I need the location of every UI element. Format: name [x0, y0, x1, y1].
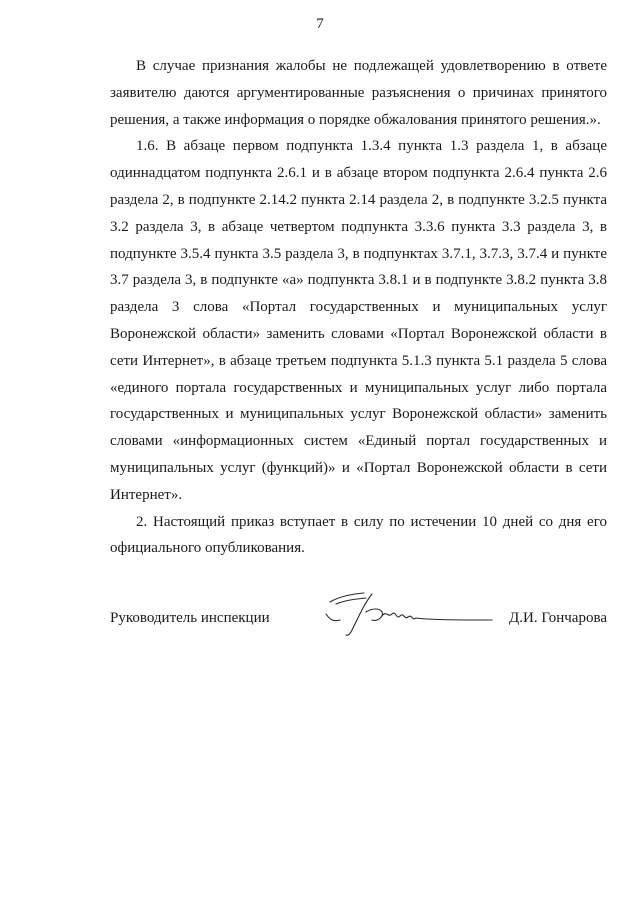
signer-name: Д.И. Гончарова	[509, 610, 607, 626]
page-number: 7	[316, 16, 324, 32]
signature-block	[110, 608, 607, 638]
document-body	[110, 53, 607, 562]
handwritten-signature	[322, 590, 502, 646]
paragraph-item-2: 2. Настоящий приказ вступает в силу по истечении 10 дней со дня его официального опубликования.	[110, 513, 607, 557]
paragraph-complaint-rejection: В случае признания жалобы не подлежащей удовлетворению в ответе заявителю даются аргументированные разъяснения о причинах принятого решения, а также информация о порядке обжалования принятого решения.».	[110, 58, 607, 128]
paragraph-item-1-6: 1.6. В абзаце первом подпункта 1.3.4 пункта 1.3 раздела 1, в абзаце одиннадцатом подпункта 2.6.1 и в абзаце втором подпункта 2.6.4 пункта 2.6 раздела 2, в подпункте 2.14.2 пункта 2.14 раздела 2, в подпункте 3.2.5 пункта 3.2 раздела 3, в абзаце четвертом подпункта 3.3.6 пункта 3.3 раздела 3, в подпункте 3.5.4 пункта 3.5 раздела 3, в подпунктах 3.7.1, 3.7.3, 3.7.4 и пункте 3.7 раздела 3, в подпункте «а» подпункта 3.8.1 и в подпункте 3.8.2 пункта 3.8 раздела 3 слова «Портал государственных и муниципальных услуг Воронежской области» заменить словами «Портал Воронежской области в сети Интернет», в абзаце третьем подпункта 5.1.3 пункта 5.1 раздела 5 слова «единого портала государственных и муниципальных услуг либо портала государственных и муниципальных услуг Воронежской области» заменить словами «информационных систем «Единый портал государственных и муниципальных услуг (функций)» и «Портал Воронежской области в сети Интернет».	[110, 138, 607, 503]
signer-title: Руководитель инспекции	[110, 610, 270, 626]
